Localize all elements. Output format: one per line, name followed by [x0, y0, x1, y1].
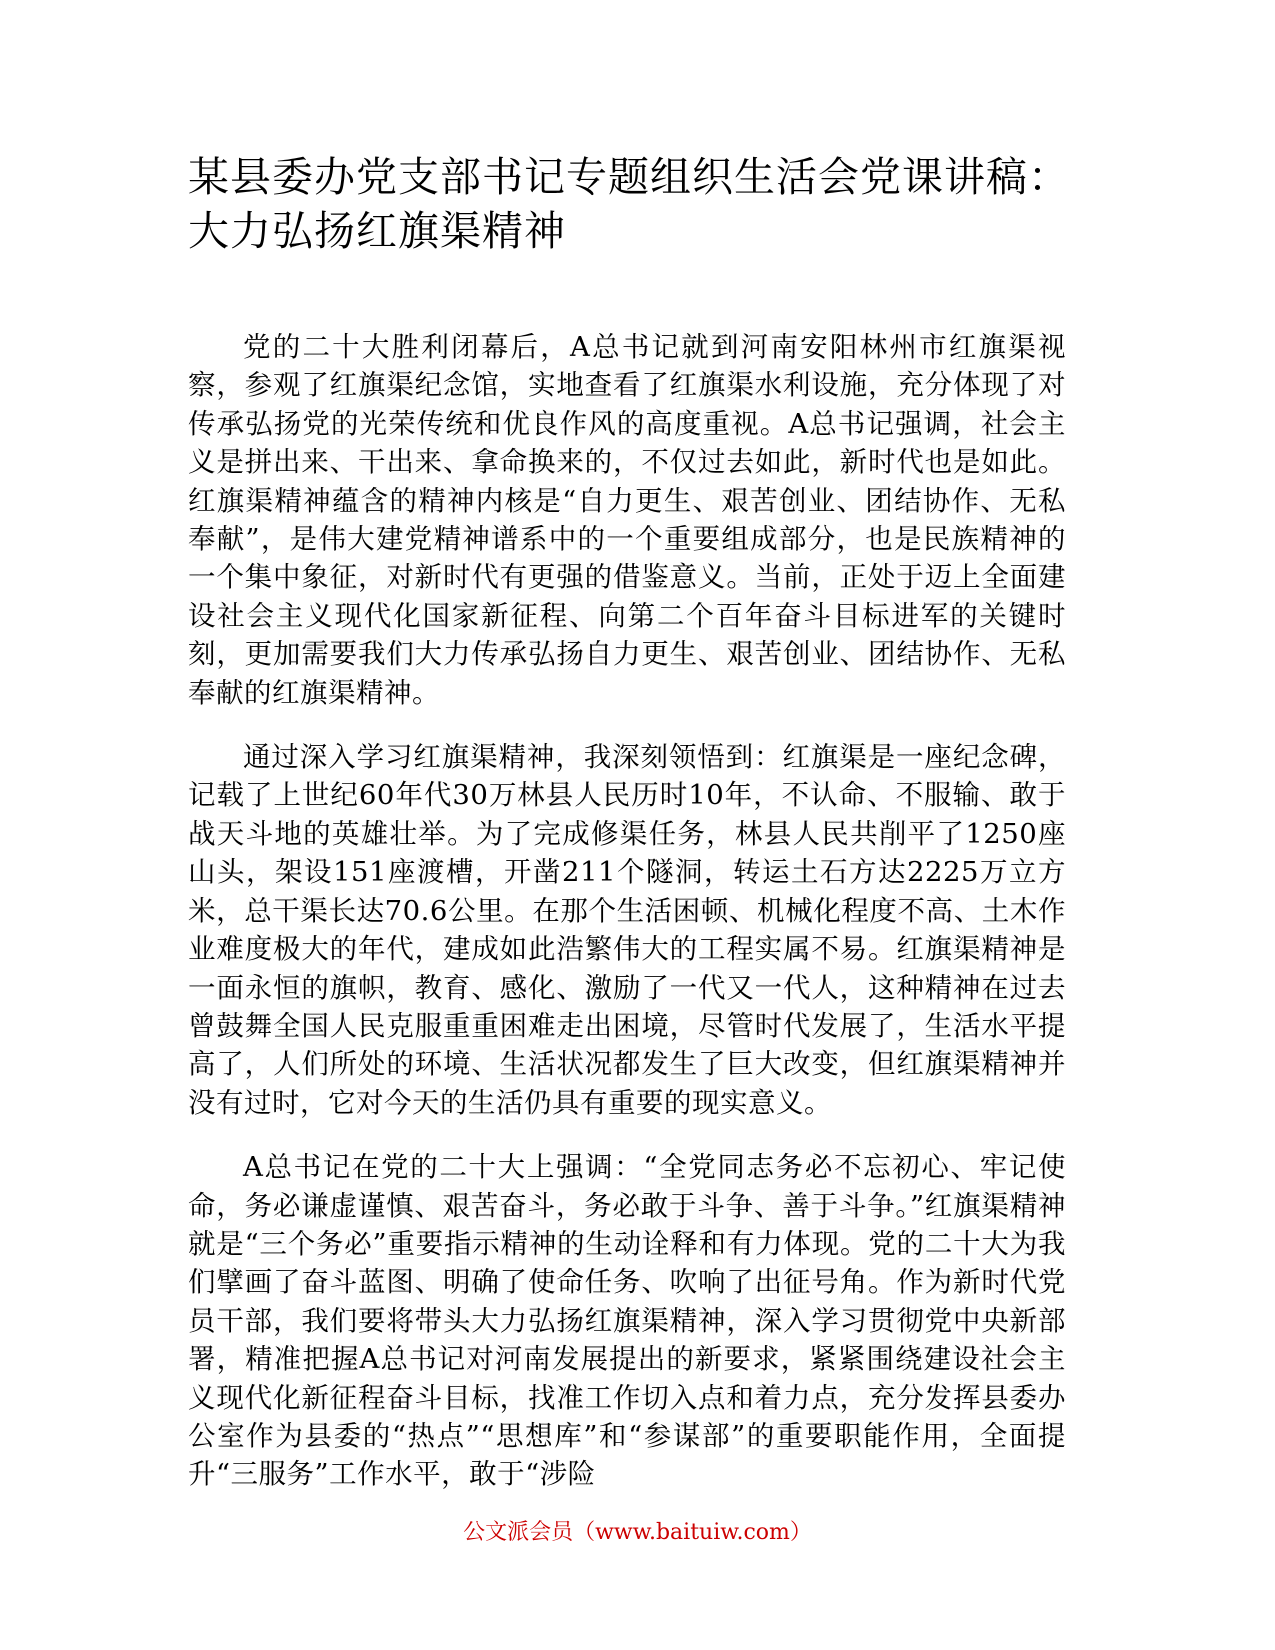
- paragraph-3: A总书记在党的二十大上强调：“全党同志务必不忘初心、牢记使命，务必谦虚谨慎、艰苦奋斗，务必敢于斗争、善于斗争。”红旗渠精神就是“三个务必”重要指示精神的生动诠释和有力体现。党的二十大为我们擘画了奋斗蓝图、明确了使命任务、吹响了出征号角。作为新时代党员干部，我们要将带头大力弘扬红旗渠精神，深入学习贯彻党中央新部署，精准把握A总书记对河南发展提出的新要求，紧紧围绕建设社会主义现代化新征程奋斗目标，找准工作切入点和着力点，充分发挥县委办公室作为县委的“热点”“思想库”和“参谋部”的重要职能作用，全面提升“三服务”工作水平，敢于“涉险: [188, 1151, 1066, 1491]
- footer-watermark: 公文派会员（www.baituiw.com）: [463, 1520, 812, 1545]
- paragraph-2: 通过深入学习红旗渠精神，我深刻领悟到：红旗渠是一座纪念碑，记载了上世纪60年代30万林县人民历时10年，不认命、不服输、敢于战天斗地的英雄壮举。为了完成修渠任务，林县人民共削平了1250座山头，架设151座渡槽，开凿211个隧洞，转运土石方达2225万立方米，总干渠长达70.6公里。在那个生活困顿、机械化程度不高、土木作业难度极大的年代，建成如此浩繁伟大的工程实属不易。红旗渠精神是一面永恒的旗帜，教育、感化、激励了一代又一代人，这种精神在过去曾鼓舞全国人民克服重重困难走出困境，尽管时代发展了，生活水平提高了，人们所处的环境、生活状况都发生了巨大改变，但红旗渠精神并没有过时，它对今天的生活仍具有重要的现实意义。: [188, 741, 1066, 1119]
- document-title: [188, 150, 1088, 258]
- document-body: [188, 328, 1066, 1520]
- paragraph-1: 党的二十大胜利闭幕后，A总书记就到河南安阳林州市红旗渠视察，参观了红旗渠纪念馆，实地查看了红旗渠水利设施，充分体现了对传承弘扬党的光荣传统和优良作风的高度重视。A总书记强调，社会主义是拼出来、干出来、拿命换来的，不仅过去如此，新时代也是如此。红旗渠精神蕴含的精神内核是“自力更生、艰苦创业、团结协作、无私奉献”，是伟大建党精神谱系中的一个重要组成部分，也是民族精神的一个集中象征，对新时代有更强的借鉴意义。当前，正处于迈上全面建设社会主义现代化国家新征程、向第二个百年奋斗目标进军的关键时刻，更加需要我们大力传承弘扬自力更生、艰苦创业、团结协作、无私奉献的红旗渠精神。: [188, 331, 1066, 709]
- title-line-2: 大力弘扬红旗渠精神: [188, 207, 566, 255]
- title-block: [188, 150, 1088, 258]
- title-line-1: 某县委办党支部书记专题组织生活会党课讲稿：: [188, 153, 1070, 201]
